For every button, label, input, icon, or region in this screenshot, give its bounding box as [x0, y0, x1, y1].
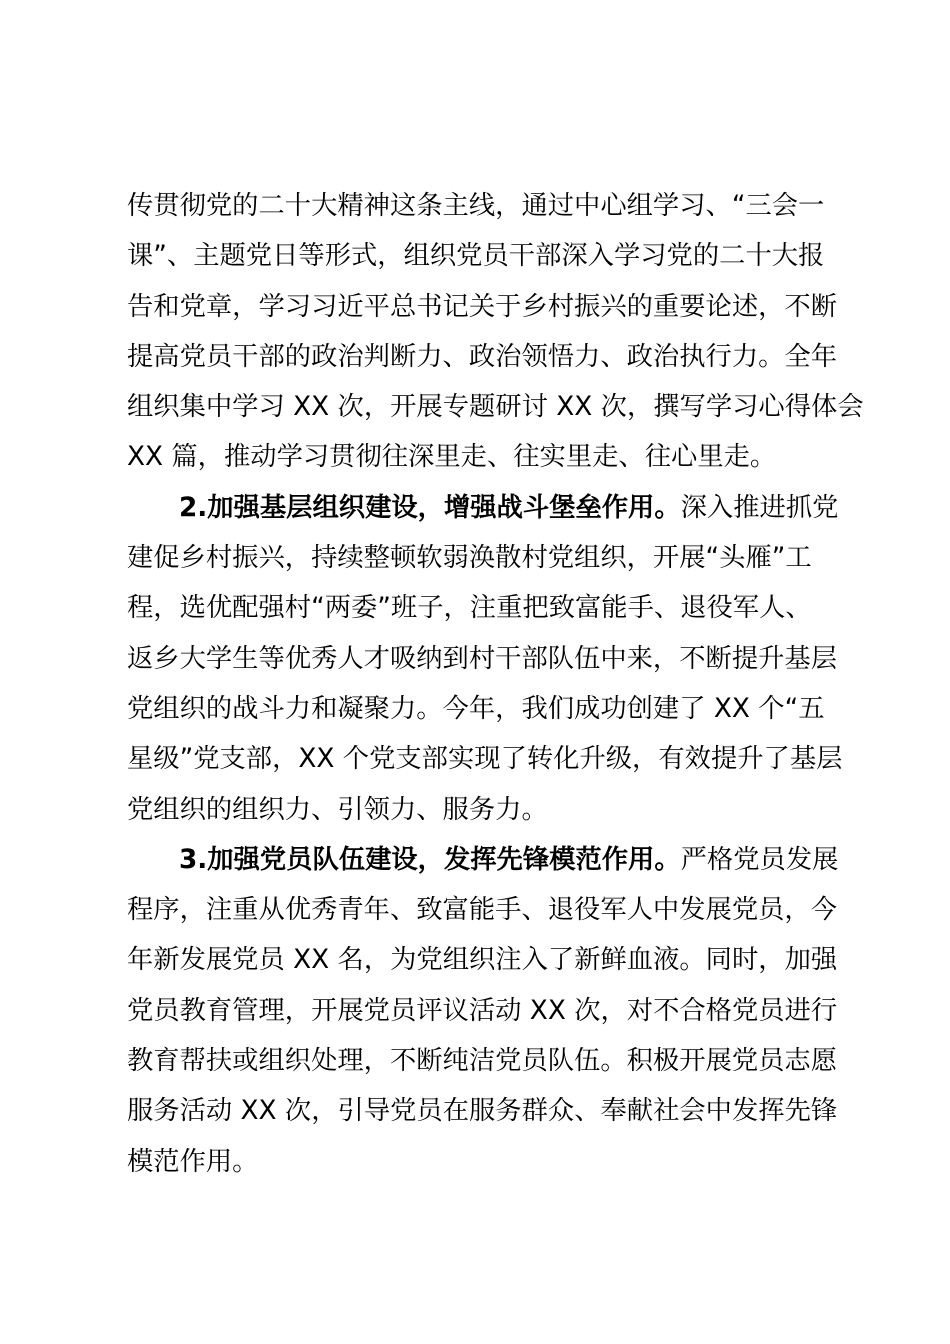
text-run: 深入推进抓党 [680, 492, 839, 523]
text-line: 年新发展党员 XX 名，为党组织注入了新鲜血液。同时，加强 [127, 945, 838, 976]
text-line: 返乡大学生等优秀人才吸纳到村干部队伍中来，不断提升基层 [127, 643, 838, 674]
paragraph-members [127, 835, 839, 1187]
text-line [127, 483, 839, 533]
text-line: 服务活动 XX 次，引导党员在服务群众、奉献社会中发挥先锋 [127, 1096, 838, 1127]
text-line: 模范作用。 [127, 1146, 259, 1177]
section-heading: 3.加强党员队伍建设，发挥先锋模范作用。 [179, 844, 681, 875]
text-line: 教育帮扶或组织处理，不断纯洁党员队伍。积极开展党员志愿 [127, 1046, 838, 1077]
text-line [127, 835, 839, 885]
text-run: 严格党员发展 [680, 844, 839, 875]
paragraph-organization [127, 483, 843, 835]
text-line: 组织集中学习 XX 次，开展专题研讨 XX 次，撰写学习心得体会 [127, 392, 864, 423]
text-line: 程序，注重从优秀青年、致富能手、退役军人中发展党员，今 [127, 895, 838, 926]
text-line: 提高党员干部的政治判断力、政治领悟力、政治执行力。全年 [127, 341, 838, 372]
text-line: 告和党章，学习习近平总书记关于乡村振兴的重要论述，不断 [127, 291, 838, 322]
document-body [127, 181, 864, 1187]
text-line: 程，选优配强村“两委”班子，注重把致富能手、退役军人、 [127, 593, 812, 624]
text-line: 建促乡村振兴，持续整顿软弱涣散村党组织，开展“头雁”工 [127, 543, 812, 574]
text-line: 党组织的组织力、引领力、服务力。 [127, 794, 548, 825]
text-line: 党员教育管理，开展党员评议活动 XX 次，对不合格党员进行 [127, 995, 838, 1026]
text-line: 课”、主题党日等形式，组织党员干部深入学习党的二十大报 [127, 241, 825, 272]
section-heading: 2.加强基层组织建设，增强战斗堡垒作用。 [179, 492, 681, 523]
paragraph-study [127, 181, 864, 483]
text-line: 星级”党支部，XX 个党支部实现了转化升级，有效提升了基层 [127, 744, 843, 775]
text-line: 党组织的战斗力和凝聚力。今年，我们成功创建了 XX 个“五 [127, 693, 825, 724]
text-line: 传贯彻党的二十大精神这条主线，通过中心组学习、“三会一 [127, 191, 825, 221]
text-line: XX 篇，推动学习贯彻往深里走、往实里走、往心里走。 [127, 442, 777, 473]
